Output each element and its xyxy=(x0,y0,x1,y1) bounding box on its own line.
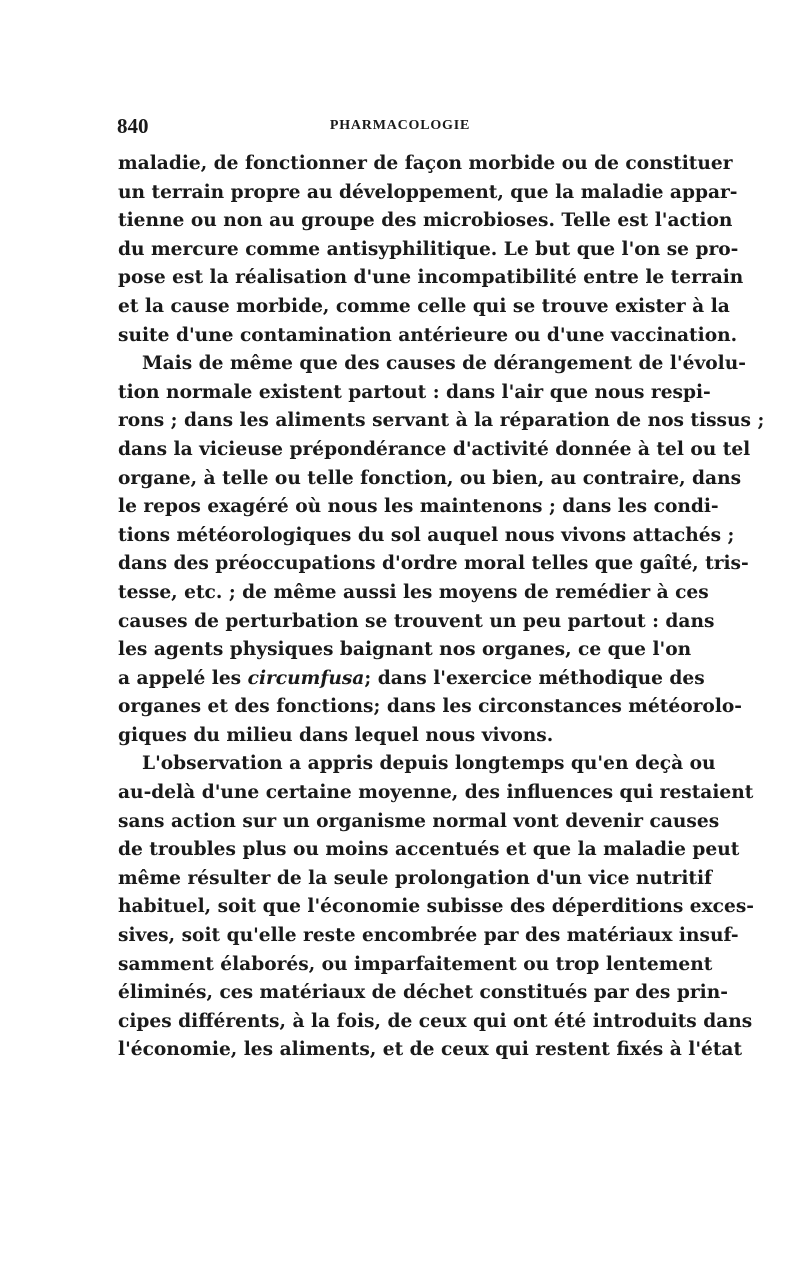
running-title: PHARMACOLOGIE xyxy=(329,118,471,133)
text-line: et la cause morbide, comme celle qui se trouve exister à la xyxy=(118,295,730,317)
text-line: causes de perturbation se trouvent un peu partout : dans xyxy=(118,610,715,632)
text-line: le repos exagéré où nous les maintenons ; dans les condi- xyxy=(118,496,719,518)
text-line: samment élaborés, ou imparfaitement ou trop lentement xyxy=(118,953,713,975)
text-line: suite d'une contamination antérieure ou d'une vaccination. xyxy=(118,324,738,346)
text-line: de troubles plus ou moins accentués et que la maladie peut xyxy=(118,839,740,861)
text-line: dans la vicieuse prépondérance d'activité donnée à tel ou tel xyxy=(118,438,751,460)
text-line: tienne ou non au groupe des microbioses. Telle est l'action xyxy=(118,210,733,232)
text-line: giques du milieu dans lequel nous vivons. xyxy=(118,724,554,746)
page-header xyxy=(117,114,683,142)
text-line: Mais de même que des causes de dérangement de l'évolu- xyxy=(142,353,746,375)
text-line: dans des préoccupations d'ordre moral telles que gaîté, tris- xyxy=(118,553,749,575)
text-line: tion normale existent partout : dans l'air que nous respi- xyxy=(118,381,711,403)
text-line: sives, soit qu'elle reste encombrée par des matériaux insuf- xyxy=(118,925,739,947)
text-line: habituel, soit que l'économie subisse des déperditions exces- xyxy=(118,896,755,918)
text-line: cipes différents, à la fois, de ceux qui ont été introduits dans xyxy=(118,1010,753,1032)
text-line: les agents physiques baignant nos organes, ce que l'on xyxy=(118,639,692,661)
text-line: organes et des fonctions; dans les circonstances météorolo- xyxy=(118,696,743,718)
text-line: tions météorologiques du sol auquel nous vivons attachés ; xyxy=(118,524,735,546)
text-segment: a appelé les xyxy=(118,667,242,689)
text-line: un terrain propre au développement, que la maladie appar- xyxy=(118,181,738,203)
text-line: L'observation a appris depuis longtemps qu'en deçà ou xyxy=(142,753,716,775)
text-line: éliminés, ces matériaux de déchet constitués par des prin- xyxy=(118,982,728,1004)
text-line: du mercure comme antisyphilitique. Le but que l'on se pro- xyxy=(118,238,739,260)
text-line: rons ; dans les aliments servant à la réparation de nos tissus ; xyxy=(118,410,765,432)
text-segment: ; dans l'exercice méthodique des xyxy=(364,667,705,689)
text-line: tesse, etc. ; de même aussi les moyens de remédier à ces xyxy=(118,581,709,603)
text-line: sans action sur un organisme normal vont devenir causes xyxy=(118,810,720,832)
text-line: pose est la réalisation d'une incompatibilité entre le terrain xyxy=(118,267,744,289)
text-line: organe, à telle ou telle fonction, ou bien, au contraire, dans xyxy=(118,467,742,489)
page-number: 840 xyxy=(117,114,149,138)
text-line: maladie, de fonctionner de façon morbide ou de constituer xyxy=(118,153,733,174)
italic-term: circumfusa xyxy=(247,667,365,689)
body-text xyxy=(118,150,765,1065)
text-line: au-delà d'une certaine moyenne, des influences qui restaient xyxy=(118,782,754,804)
text-line xyxy=(118,665,705,694)
text-line: même résulter de la seule prolongation d'un vice nutritif xyxy=(118,867,713,889)
text-line: l'économie, les aliments, et de ceux qui restent fixés à l'état xyxy=(118,1039,743,1061)
